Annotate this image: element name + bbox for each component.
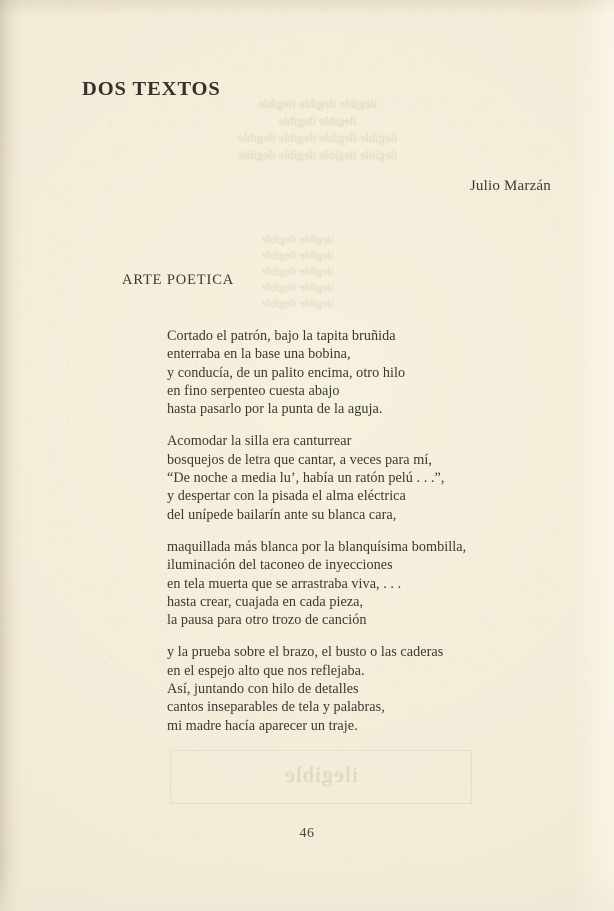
bleed-through-mid-text: ilegible ilegible ilegible ilegible ilegible ilegible ilegible ilegible ilegible ilegible (262, 234, 334, 310)
poem-line: Acomodar la silla era canturrear (167, 433, 352, 450)
poem-line: “De noche a media lu’, había un ratón pelú . . .”, (167, 470, 445, 487)
author-name: Julio Marzán (469, 178, 551, 194)
poem-stanza (167, 327, 567, 418)
poem-line: hasta pasarlo por la punta de la aguja. (167, 401, 383, 418)
poem-stanza (167, 643, 567, 734)
poem-line: Así, juntando con hilo de detalles (167, 681, 359, 698)
poem-line: en fino serpenteo cuesta abajo (167, 382, 340, 399)
bleed-through-box-text: ilegible (284, 762, 358, 787)
bleed-through-top-text: ilegible ilegible ilegible ilegible ilegible ilegible ilegible ilegible ilegible ilegible ilegible ilegible ilegible (238, 97, 398, 162)
poem-stanza (167, 538, 567, 629)
section-title: DOS TEXTOS (82, 78, 221, 100)
poem-line: maquillada más blanca por la blanquísima bombilla, (167, 538, 467, 555)
poem-line: hasta crear, cuajada en cada pieza, (167, 593, 364, 610)
poem-line: cantos inseparables de tela y palabras, (167, 699, 385, 716)
poem-line: y despertar con la pisada el alma eléctrica (167, 488, 406, 505)
poem-body (167, 327, 567, 735)
poem-line: y la prueba sobre el brazo, el busto o las caderas (167, 644, 444, 661)
poem-line: en tela muerta que se arrastraba viva, . . . (167, 575, 402, 592)
poem-line: la pausa para otro trozo de canción (167, 612, 367, 629)
poem-line: iluminación del taconeo de inyecciones (167, 557, 393, 574)
poem-line: bosquejos de letra que cantar, a veces para mí, (167, 451, 432, 468)
poem-title: ARTE POETICA (122, 272, 235, 288)
poem-line: del unípede bailarín ante su blanca cara, (167, 506, 397, 523)
page-number: 46 (299, 826, 315, 841)
poem-stanza (167, 432, 567, 523)
poem-line: mi madre hacía aparecer un traje. (167, 717, 358, 734)
poem-line: enterraba en la base una bobina, (167, 346, 351, 363)
poem-line: Cortado el patrón, bajo la tapita bruñida (167, 328, 396, 344)
poem-line: en el espejo alto que nos reflejaba. (167, 662, 365, 679)
poem-line: y conducía, de un palito encima, otro hilo (167, 364, 406, 381)
